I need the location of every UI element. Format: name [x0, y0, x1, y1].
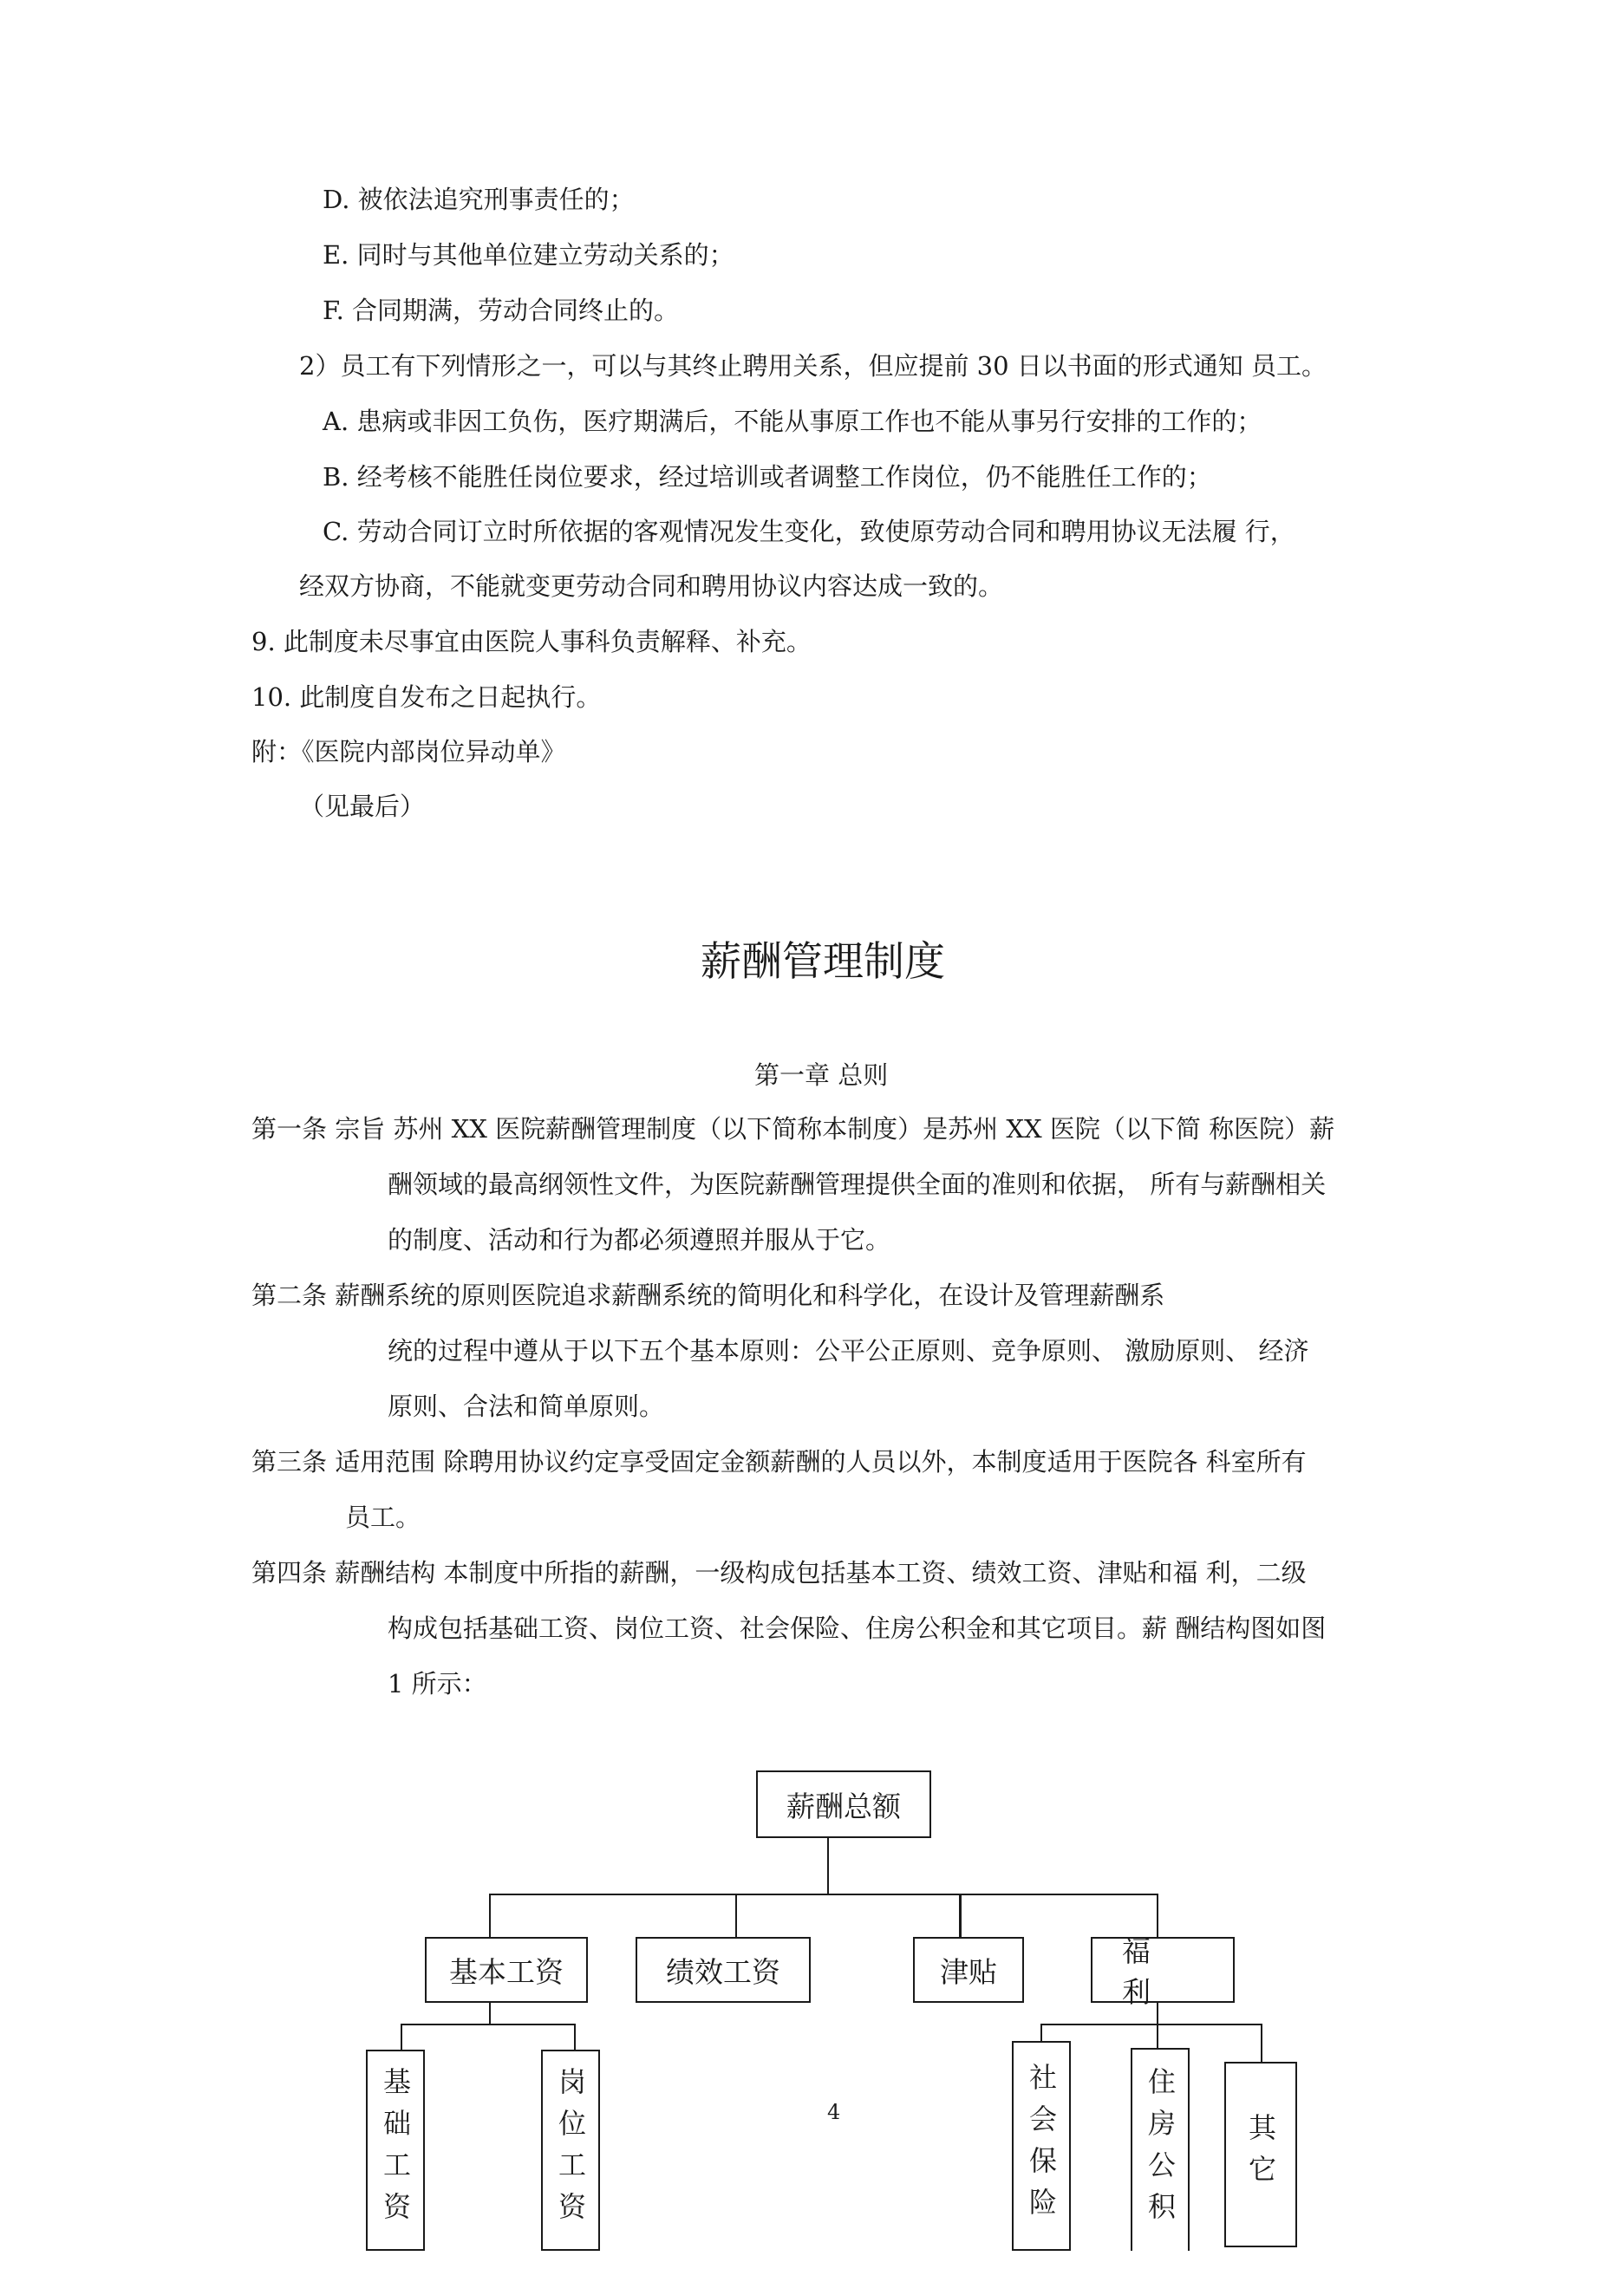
connector-line: [1157, 2003, 1158, 2024]
list-item-c: C. 劳动合同订立时所依据的客观情况发生变化，致使原劳动合同和聘用协议无法履 行，: [323, 517, 1295, 546]
item-9: 9. 此制度未尽事宜由医院人事科负责解释、补充。: [251, 627, 812, 656]
appendix-note: （见最后）: [299, 792, 426, 821]
chart-node-label: 社会保险: [1025, 2063, 1058, 2229]
list-item-b: B. 经考核不能胜任岗位要求，经过培训或者调整工作岗位，仍不能胜任工作的；: [323, 462, 1212, 492]
chart-node-social-insurance: [1012, 2041, 1071, 2251]
chart-root-box: 薪酬总额: [756, 1770, 931, 1838]
chart-node-post-wage: [541, 2050, 600, 2251]
connector-line: [489, 1894, 1157, 1895]
chart-node-basic-salary: 基本工资: [425, 1937, 588, 2003]
connector-line: [574, 2024, 576, 2050]
article-2-line-3: 原则、合法和简单原则。: [388, 1392, 665, 1421]
article-1-line-2: 酬领域的最高纲领性文件，为医院薪酬管理提供全面的准则和依据， 所有与薪酬相关: [388, 1170, 1327, 1199]
list-item-c-continued: 经双方协商，不能就变更劳动合同和聘用协议内容达成一致的。: [299, 571, 1004, 601]
appendix-line: 附：《医院内部岗位异动单》: [251, 737, 566, 766]
connector-line: [1261, 2024, 1262, 2062]
connector-line: [1040, 2024, 1261, 2025]
article-4-line-2: 构成包括基础工资、岗位工资、社会保险、住房公积金和其它项目。薪 酬结构图如图: [388, 1614, 1327, 1643]
chart-node-welfare: 福利: [1091, 1937, 1235, 2003]
connector-line: [1157, 2024, 1158, 2048]
chart-node-label: 其它: [1244, 2113, 1277, 2196]
chart-node-label: 岗位工资: [554, 2067, 587, 2233]
article-2-line-2: 统的过程中遵从于以下五个基本原则：公平公正原则、竞争原则、 激励原则、 经济: [388, 1336, 1309, 1366]
connector-line: [735, 1894, 737, 1937]
connector-line: [401, 2024, 402, 2050]
article-2-line-1: 第二条 薪酬系统的原则医院追求薪酬系统的简明化和科学化，在设计及管理薪酬系: [251, 1281, 1165, 1310]
connector-line: [489, 1894, 491, 1937]
page-title: 薪酬管理制度: [701, 938, 945, 986]
list-item-f: F. 合同期满，劳动合同终止的。: [323, 296, 680, 325]
list-item-a: A. 患病或非因工负伤，医疗期满后，不能从事原工作也不能从事另行安排的工作的；: [323, 407, 1262, 436]
article-1-line-3: 的制度、活动和行为都必须遵照并服从于它。: [388, 1225, 891, 1255]
article-3-line-2: 员工。: [345, 1503, 421, 1532]
chart-node-performance-salary: 绩效工资: [636, 1937, 811, 2003]
article-1-line-1: 第一条 宗旨 苏州 XX 医院薪酬管理制度（以下简称本制度）是苏州 XX 医院（以下简 称医院）薪: [251, 1114, 1335, 1144]
article-4-line-3: 1 所示：: [388, 1669, 487, 1698]
chapter-heading: 第一章 总则: [754, 1060, 889, 1090]
connector-line: [959, 1894, 962, 1937]
list-item-d: D. 被依法追究刑事责任的；: [323, 185, 635, 214]
connector-line: [827, 1838, 829, 1894]
article-4-line-1: 第四条 薪酬结构 本制度中所指的薪酬，一级构成包括基本工资、绩效工资、津贴和福 利，二级: [251, 1558, 1307, 1588]
chart-node-label: 基础工资: [379, 2067, 412, 2233]
page-number: 4: [827, 2100, 841, 2124]
article-3-line-1: 第三条 适用范围 除聘用协议约定享受固定金额薪酬的人员以外，本制度适用于医院各 科室所有: [251, 1447, 1307, 1477]
connector-line: [1040, 2024, 1042, 2041]
connector-line: [401, 2024, 574, 2025]
item-10: 10. 此制度自发布之日起执行。: [251, 682, 602, 712]
paragraph-2: 2）员工有下列情形之一，可以与其终止聘用关系，但应提前 30 日以书面的形式通知 员工。: [299, 351, 1327, 381]
chart-node-other: [1224, 2062, 1297, 2247]
connector-line: [489, 2003, 491, 2024]
chart-node-housing-fund: [1131, 2048, 1190, 2251]
list-item-e: E. 同时与其他单位建立劳动关系的；: [323, 240, 734, 270]
chart-node-label: 住房公积: [1144, 2067, 1177, 2233]
chart-node-allowance: 津贴: [913, 1937, 1024, 2003]
chart-node-base-wage: [366, 2050, 425, 2251]
